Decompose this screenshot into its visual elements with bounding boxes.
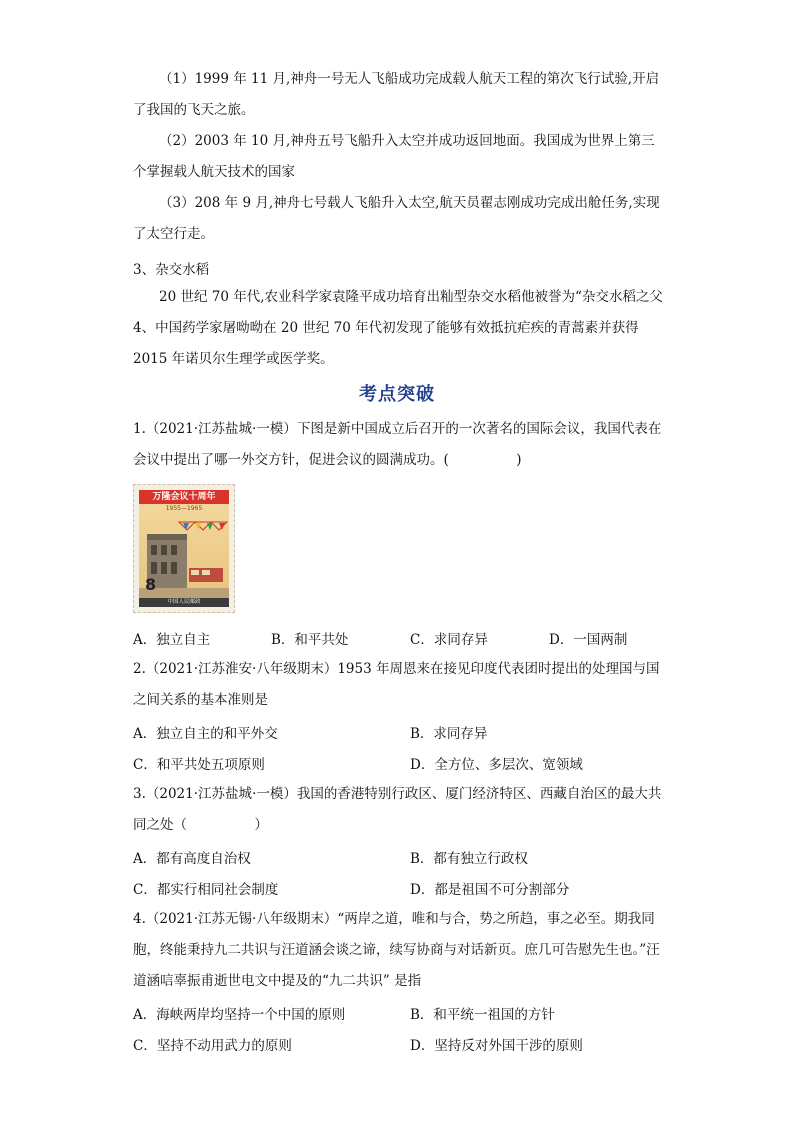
q3-option-c[interactable]: C．都实行相同社会制度 bbox=[133, 882, 279, 898]
q2-option-a[interactable]: A．独立自主的和平外交 bbox=[133, 726, 278, 742]
q4-option-c[interactable]: C．坚持不动用武力的原则 bbox=[133, 1038, 292, 1054]
intro-paragraph: 20 世纪 70 年代,农业科学家袁隆平成功培育出籼型杂交水稻他被誉为“杂交水稻之父 4、中国药学家屠呦呦在 20 世纪 70 年代初发现了能够有效抵抗疟疾的青蒿素并获得 2015 年诺贝尔生理学或医学奖。 bbox=[133, 289, 690, 367]
q1-option-a[interactable]: A．独立自主 bbox=[133, 632, 211, 648]
question-2-stem: 2.（2021·江苏淮安·八年级期末）1953 年周恩来在接见印度代表团时提出的处理国与国之间关系的基本准则是 bbox=[133, 661, 660, 708]
intro-item-1: （1）1999 年 11 月,神舟一号无人飞船成功完成载人航天工程的第次飞行试验,开启了我国的飞天之旅。 bbox=[133, 71, 660, 118]
stamp-country: 中国人民邮政 bbox=[139, 598, 229, 607]
question-1-stem: 1.（2021·江苏盐城·一模）下图是新中国成立后召开的一次著名的国际会议，我国代表在会议中提出了哪一外交方针，促进会议的圆满成功。( ) bbox=[133, 421, 662, 468]
stamp-years: 1955—1965 bbox=[165, 505, 203, 512]
question-4-stem: 4.（2021·江苏无锡·八年级期末）“两岸之道，唯和与合，势之所趋，事之必至。期我同胞，终能秉持九二共识与汪道涵会谈之谛，续写协商与对话新页。庶几可告慰先生也。”汪道涵唁辜振甫逝世电文中提及的“九二共识” 是指 bbox=[133, 911, 660, 989]
q3-option-d[interactable]: D．都是祖国不可分割部分 bbox=[410, 882, 570, 898]
q2-option-b[interactable]: B．求同存异 bbox=[410, 726, 488, 742]
q1-option-d[interactable]: D．一国两制 bbox=[549, 632, 628, 648]
q4-option-b[interactable]: B．和平统一祖国的方针 bbox=[410, 1007, 555, 1023]
q4-option-a[interactable]: A．海峡两岸均坚持一个中国的原则 bbox=[133, 1007, 346, 1023]
intro-item-3: （3）208 年 9 月,神舟七号载人飞船升入太空,航天员翟志刚成功完成出舱任务,实现了太空行走。 bbox=[133, 195, 660, 242]
stamp-title: 万隆会议十周年 bbox=[139, 490, 229, 504]
q3-option-a[interactable]: A．都有高度自治权 bbox=[133, 851, 251, 867]
q1-option-c[interactable]: C．求同存异 bbox=[410, 632, 488, 648]
q3-option-b[interactable]: B．都有独立行政权 bbox=[410, 851, 528, 867]
q2-option-d[interactable]: D．全方位、多层次、宽领域 bbox=[410, 757, 583, 773]
section-heading-rice: 3、杂交水稻 bbox=[133, 262, 210, 278]
section-title: 考点突破 bbox=[359, 384, 435, 405]
q4-option-d[interactable]: D．坚持反对外国干涉的原则 bbox=[410, 1038, 583, 1054]
stamp-value: 8 bbox=[145, 575, 157, 594]
stamp-image bbox=[133, 484, 235, 613]
question-3-stem: 3.（2021·江苏盐城·一模）我国的香港特别行政区、厦门经济特区、西藏自治区的最大共同之处（ ） bbox=[133, 786, 662, 833]
q2-option-c[interactable]: C．和平共处五项原则 bbox=[133, 757, 265, 773]
q1-option-b[interactable]: B．和平共处 bbox=[271, 632, 349, 648]
intro-item-2: （2）2003 年 10 月,神舟五号飞船升入太空并成功返回地面。我国成为世界上第三个掌握载人航天技术的国家 bbox=[133, 133, 655, 180]
